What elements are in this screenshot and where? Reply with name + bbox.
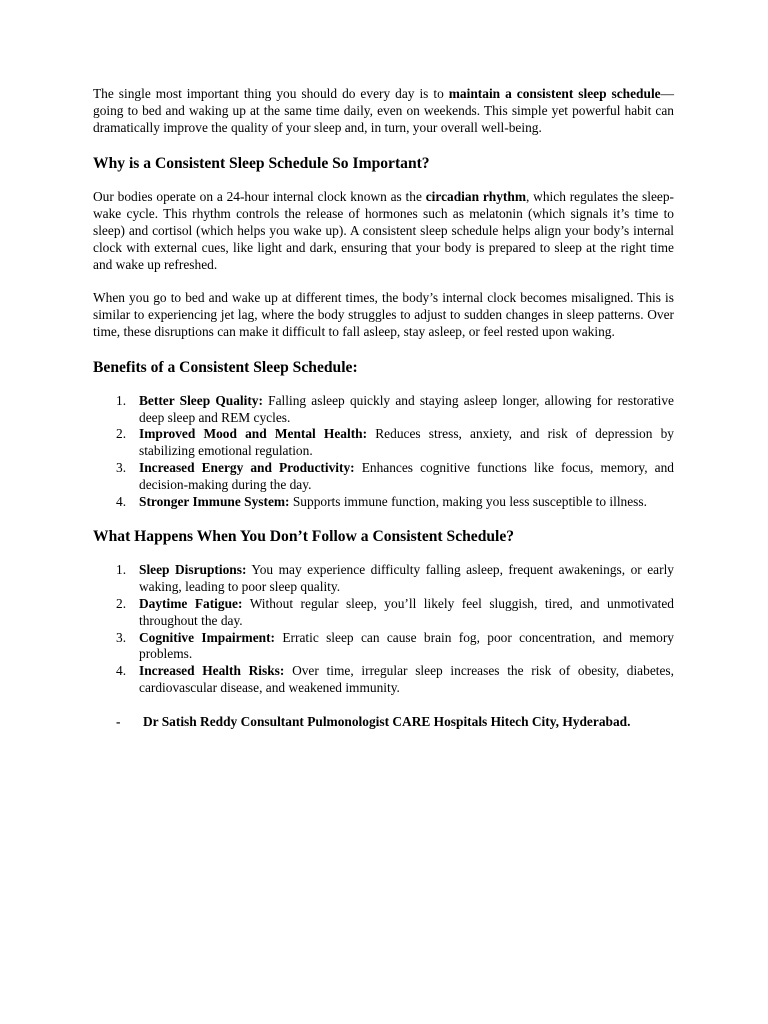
list-item-title: Cognitive Impairment: [139,629,276,645]
list-item [93,426,674,460]
list-number: 4. [116,663,127,679]
list-item [93,630,674,664]
list-item-text: Falling asleep quickly and staying asleep longer, allowing for restorative deep sleep and REM cycles. [139,392,674,425]
list-item-title: Daytime Fatigue: [139,595,243,611]
list-number: 3. [116,629,127,645]
list-item-text: Without regular sleep, you’ll likely feel sluggish, tired, and unmotivated throughout the day. [139,595,674,628]
list-item-text: Reduces stress, anxiety, and risk of depression by stabilizing emotional regulation. [139,426,674,459]
list-item-title: Increased Health Risks: [139,663,285,679]
list-item-title: Sleep Disruptions: [139,562,247,578]
author-signature [93,714,674,731]
signature-dash: - [116,713,121,729]
list-item-text: Enhances cognitive functions like focus, memory, and decision-making during the day. [139,459,674,492]
list-item-title: Increased Energy and Productivity: [139,459,355,475]
list-number: 3. [116,459,127,475]
intro-bold-phrase: maintain a consistent sleep schedule [448,86,661,101]
list-item [93,562,674,596]
intro-text-after: —going to bed and waking up at the same time daily, even on weekends. This simple yet powerful habit can dramatically improve the quality of your sleep and, in turn, your overall well-being. [93,86,674,135]
intro-text-before: The single most important thing you should do every day is to [93,86,449,101]
list-item [93,663,674,697]
intro-paragraph [93,86,674,136]
circadian-bold-term: circadian rhythm [425,189,526,205]
circadian-text-after: , which regulates the sleep-wake cycle. This rhythm controls the release of hormones such as melatonin (which signals it’s time to sleep) and cortisol (which helps you wake up). A consistent sleep schedule helps align your body’s internal clock with external cues, like light and dark, ensuring that your body is prepared to sleep at the right time and wake up refreshed. [93,189,674,272]
benefits-heading: Benefits of a Consistent Sleep Schedule: [93,358,358,376]
list-item-text: Erratic sleep can cause brain fog, poor concentration, and memory problems. [139,629,674,662]
document-page [93,86,674,731]
list-item-title: Improved Mood and Mental Health: [139,426,368,442]
list-number: 4. [116,493,127,509]
list-number: 2. [116,595,127,611]
list-item-text: Supports immune function, making you less susceptible to illness. [289,493,647,509]
list-item [93,596,674,630]
list-item [93,494,674,511]
list-item [93,393,674,427]
consequences-list [93,562,674,696]
circadian-paragraph [93,189,674,273]
list-item-title: Better Sleep Quality: [139,392,263,408]
list-item-text: You may experience difficulty falling asleep, frequent awakenings, or early waking, leading to poor sleep quality. [139,562,674,595]
list-item-text: Over time, irregular sleep increases the risk of obesity, diabetes, cardiovascular disease, and weakened immunity. [139,663,674,695]
benefits-list [93,393,674,511]
misalignment-paragraph: When you go to bed and wake up at different times, the body’s internal clock becomes misaligned. This is similar to experiencing jet lag, where the body struggles to adjust to sudden changes in sleep patterns. Over time, these disruptions can make it difficult to fall asleep, stay asleep, or feel rested upon waking. [93,290,674,339]
why-heading: Why is a Consistent Sleep Schedule So Important? [93,155,430,173]
consequences-heading: What Happens When You Don’t Follow a Consistent Schedule? [93,528,515,546]
list-number: 1. [116,392,127,408]
list-item-title: Stronger Immune System: [139,493,290,509]
list-number: 1. [116,562,127,578]
list-item [93,460,674,494]
circadian-text-before: Our bodies operate on a 24-hour internal clock known as the [93,189,426,205]
signature-text: Dr Satish Reddy Consultant Pulmonologist CARE Hospitals Hitech City, Hyderabad. [143,713,631,729]
list-number: 2. [116,426,127,442]
